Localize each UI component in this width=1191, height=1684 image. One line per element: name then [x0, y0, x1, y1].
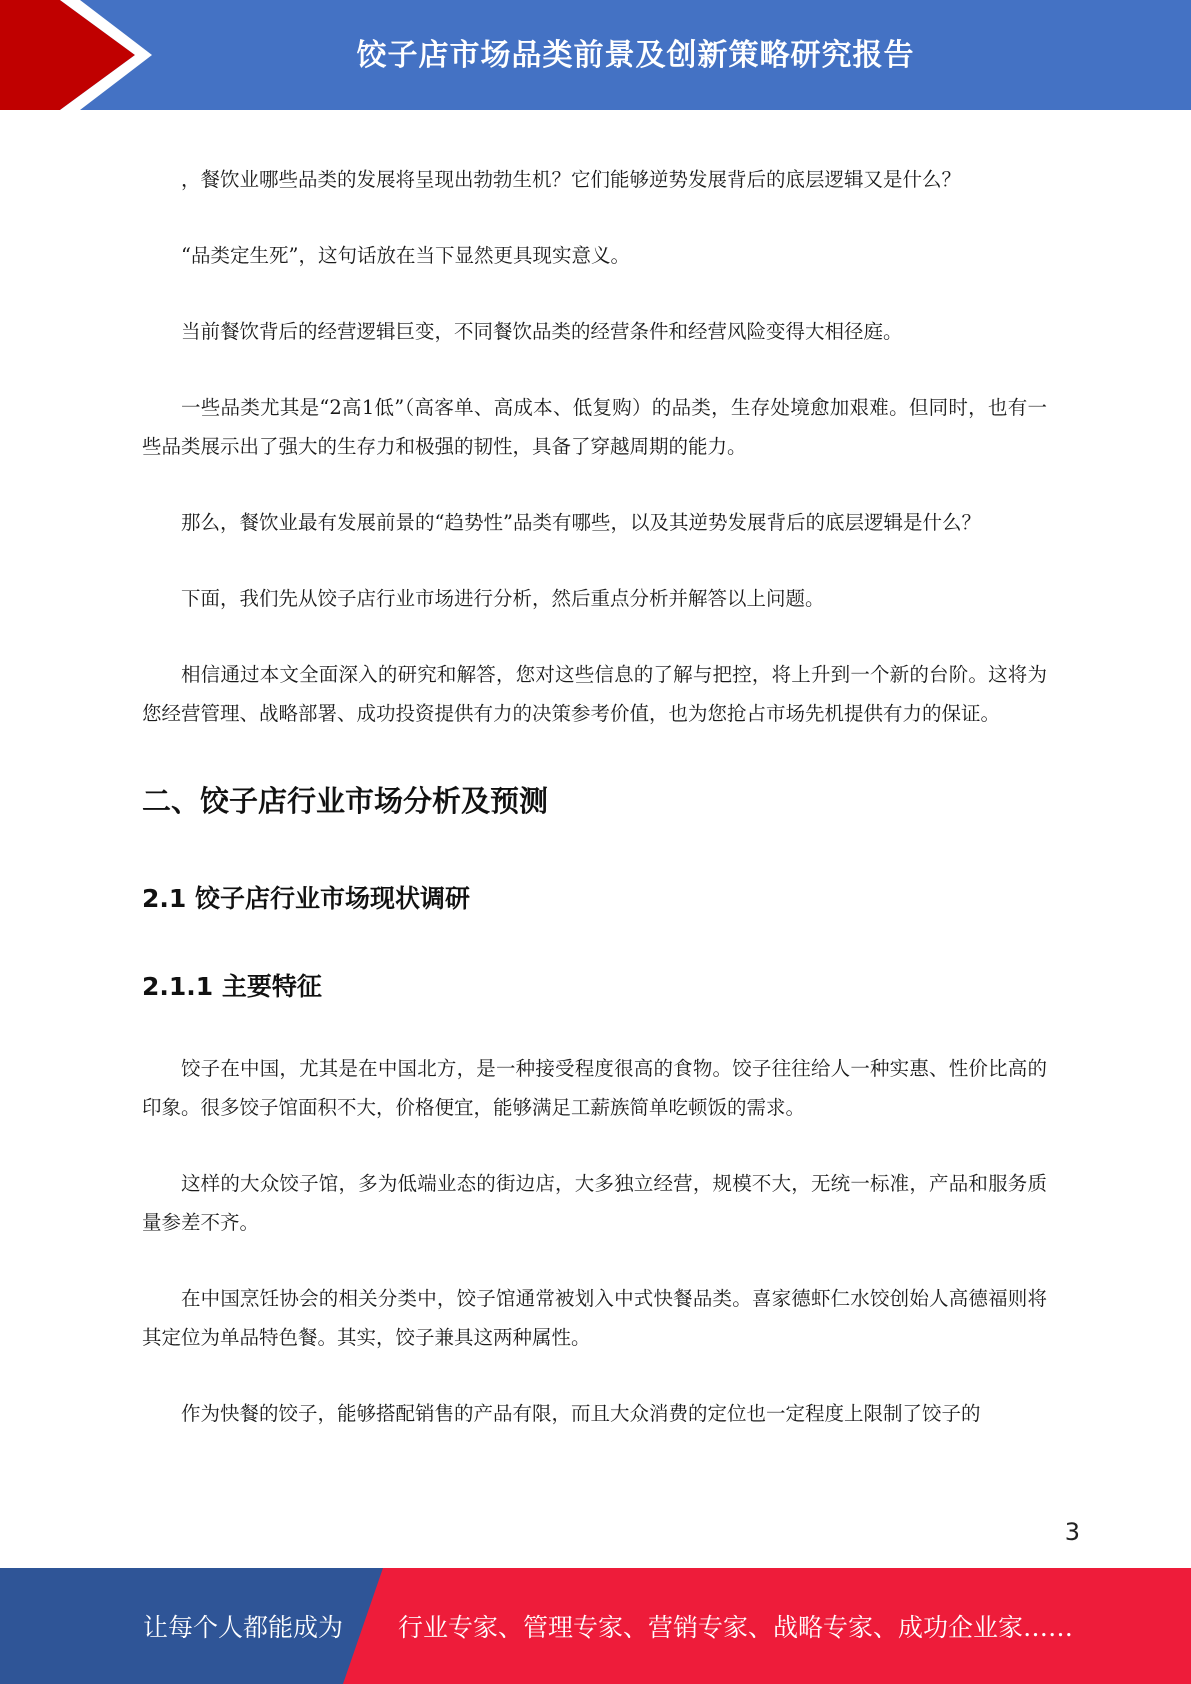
paragraph: 作为快餐的饺子，能够搭配销售的产品有限，而且大众消费的定位也一定程度上限制了饺子的 — [181, 1402, 981, 1425]
paragraph: 这样的大众饺子馆，多为低端业态的街边店，大多独立经营，规模不大，无统一标准，产品和服务质量参差不齐。 — [142, 1172, 1047, 1234]
paragraph: 饺子在中国，尤其是在中国北方，是一种接受程度很高的食物。饺子往往给人一种实惠、性价比高的印象。很多饺子馆面积不大，价格便宜，能够满足工薪族简单吃顿饭的需求。 — [142, 1057, 1047, 1119]
paragraph: 那么，餐饮业最有发展前景的“趋势性”品类有哪些，以及其逆势发展背后的底层逻辑是什么？ — [181, 511, 981, 534]
subsection-heading: 2.1 饺子店行业市场现状调研 — [142, 884, 470, 913]
paragraph: ，餐饮业哪些品类的发展将呈现出勃勃生机？它们能够逆势发展背后的底层逻辑又是什么？ — [181, 168, 962, 191]
paragraph: 在中国烹饪协会的相关分类中，饺子馆通常被划入中式快餐品类。喜家德虾仁水饺创始人高德福则将其定位为单品特色餐。其实，饺子兼具这两种属性。 — [142, 1287, 1047, 1349]
paragraph: 相信通过本文全面深入的研究和解答，您对这些信息的了解与把控，将上升到一个新的台阶。这将为您经营管理、战略部署、成功投资提供有力的决策参考价值，也为您抢占市场先机提供有力的保证。 — [142, 663, 1047, 725]
section-heading: 二、饺子店行业市场分析及预测 — [142, 784, 549, 818]
paragraph: 一些品类尤其是“2高1低”（高客单、高成本、低复购）的品类，生存处境愈加艰难。但同时，也有一些品类展示出了强大的生存力和极强的韧性，具备了穿越周期的能力。 — [142, 396, 1047, 458]
subsubsection-heading: 2.1.1 主要特征 — [142, 972, 322, 1001]
footer-slogan-right: 行业专家、管理专家、营销专家、战略专家、成功企业家…… — [398, 1613, 1074, 1642]
footer-slogan-left: 让每个人都能成为 — [143, 1613, 344, 1642]
report-title: 饺子店市场品类前景及创新策略研究报告 — [356, 38, 915, 73]
page-number: 3 — [1064, 1518, 1080, 1546]
page-content — [142, 160, 1047, 1433]
paragraph: 下面，我们先从饺子店行业市场进行分析，然后重点分析并解答以上问题。 — [181, 587, 825, 610]
paragraph: “品类定生死”，这句话放在当下显然更具现实意义。 — [181, 244, 630, 267]
page-footer — [0, 1568, 1191, 1684]
paragraph: 当前餐饮背后的经营逻辑巨变，不同餐饮品类的经营条件和经营风险变得大相径庭。 — [181, 320, 903, 343]
page-header — [0, 0, 1191, 110]
